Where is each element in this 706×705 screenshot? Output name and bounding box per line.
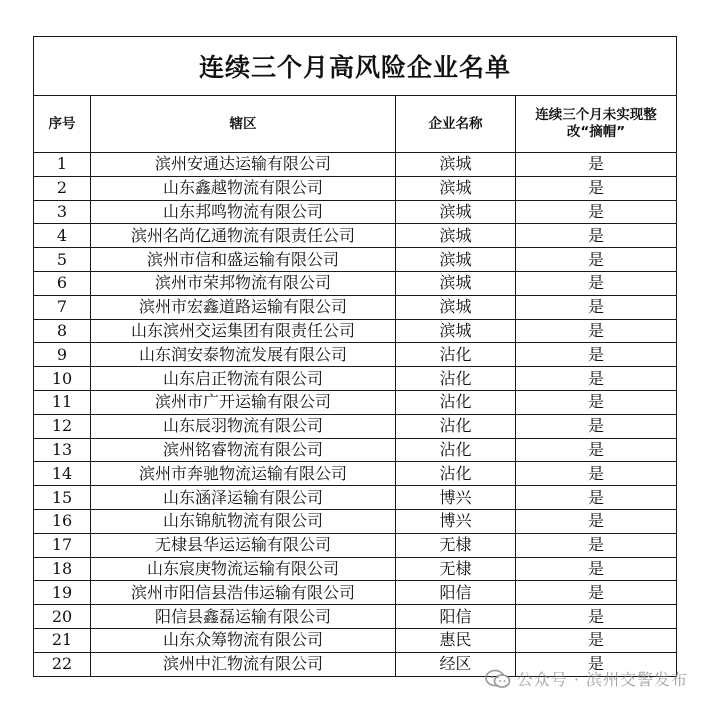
cell-status: 是 — [516, 390, 677, 414]
cell-district: 滨城 — [396, 176, 516, 200]
table-row — [34, 533, 677, 557]
cell-district: 博兴 — [396, 486, 516, 510]
cell-company: 滨州市宏鑫道路运输有限公司 — [91, 295, 396, 319]
cell-index: 14 — [34, 462, 91, 486]
cell-company: 滨州市荣邦物流有限公司 — [91, 271, 396, 295]
cell-company: 山东润安泰物流发展有限公司 — [91, 343, 396, 367]
cell-status: 是 — [516, 319, 677, 343]
cell-index: 15 — [34, 486, 91, 510]
cell-index: 12 — [34, 414, 91, 438]
cell-district: 博兴 — [396, 509, 516, 533]
table-row — [34, 295, 677, 319]
cell-company: 山东宸庚物流运输有限公司 — [91, 557, 396, 581]
cell-index: 6 — [34, 271, 91, 295]
header-company: 企业名称 — [396, 96, 516, 153]
cell-company: 山东众筹物流有限公司 — [91, 628, 396, 652]
header-status: 连续三个月未实现整改“摘帽” — [516, 96, 677, 153]
cell-company: 山东鑫越物流有限公司 — [91, 176, 396, 200]
table-row — [34, 581, 677, 605]
table-row — [34, 367, 677, 391]
cell-index: 9 — [34, 343, 91, 367]
table-row — [34, 628, 677, 652]
table-title: 连续三个月高风险企业名单 — [34, 37, 677, 96]
cell-district: 惠民 — [396, 628, 516, 652]
cell-company: 山东辰羽物流有限公司 — [91, 414, 396, 438]
cell-district: 经区 — [396, 652, 516, 676]
header-index: 序号 — [34, 96, 91, 153]
risk-company-table — [33, 36, 677, 677]
cell-district: 无棣 — [396, 533, 516, 557]
table-row — [34, 248, 677, 272]
cell-company: 山东滨州交运集团有限责任公司 — [91, 319, 396, 343]
table-row — [34, 271, 677, 295]
cell-index: 11 — [34, 390, 91, 414]
cell-index: 8 — [34, 319, 91, 343]
cell-index: 4 — [34, 224, 91, 248]
cell-company: 山东锦航物流有限公司 — [91, 509, 396, 533]
cell-company: 滨州市广开运输有限公司 — [91, 390, 396, 414]
cell-index: 3 — [34, 200, 91, 224]
cell-status: 是 — [516, 153, 677, 177]
cell-company: 滨州铭睿物流有限公司 — [91, 438, 396, 462]
cell-index: 19 — [34, 581, 91, 605]
cell-district: 无棣 — [396, 557, 516, 581]
cell-district: 滨城 — [396, 224, 516, 248]
cell-company: 滨州市阳信县浩伟运输有限公司 — [91, 581, 396, 605]
cell-status: 是 — [516, 557, 677, 581]
cell-company: 滨州安通达运输有限公司 — [91, 153, 396, 177]
cell-status: 是 — [516, 628, 677, 652]
cell-status: 是 — [516, 414, 677, 438]
cell-company: 滨州中汇物流有限公司 — [91, 652, 396, 676]
table-body — [34, 153, 677, 677]
table-row — [34, 462, 677, 486]
cell-company: 滨州名尚亿通物流有限责任公司 — [91, 224, 396, 248]
table-row — [34, 605, 677, 629]
watermark — [485, 667, 688, 690]
table-row — [34, 200, 677, 224]
cell-company: 山东启正物流有限公司 — [91, 367, 396, 391]
cell-company: 山东涵泽运输有限公司 — [91, 486, 396, 510]
cell-index: 13 — [34, 438, 91, 462]
cell-district: 沾化 — [396, 462, 516, 486]
header-district: 辖区 — [91, 96, 396, 153]
cell-district: 滨城 — [396, 295, 516, 319]
cell-index: 10 — [34, 367, 91, 391]
table-row — [34, 319, 677, 343]
cell-status: 是 — [516, 509, 677, 533]
cell-company: 滨州市信和盛运输有限公司 — [91, 248, 396, 272]
cell-index: 18 — [34, 557, 91, 581]
cell-status: 是 — [516, 248, 677, 272]
cell-company: 滨州市奔驰物流运输有限公司 — [91, 462, 396, 486]
cell-status: 是 — [516, 224, 677, 248]
cell-index: 16 — [34, 509, 91, 533]
cell-status: 是 — [516, 486, 677, 510]
cell-district: 阳信 — [396, 581, 516, 605]
cell-district: 滨城 — [396, 319, 516, 343]
cell-status: 是 — [516, 462, 677, 486]
cell-district: 沾化 — [396, 438, 516, 462]
table-row — [34, 414, 677, 438]
cell-index: 2 — [34, 176, 91, 200]
cell-status: 是 — [516, 271, 677, 295]
cell-status: 是 — [516, 438, 677, 462]
cell-status: 是 — [516, 295, 677, 319]
cell-status: 是 — [516, 533, 677, 557]
cell-index: 20 — [34, 605, 91, 629]
table-row — [34, 390, 677, 414]
cell-status: 是 — [516, 367, 677, 391]
cell-district: 沾化 — [396, 343, 516, 367]
cell-company: 山东邦鸣物流有限公司 — [91, 200, 396, 224]
table-row — [34, 224, 677, 248]
watermark-text: 公众号 · 滨州交警发布 — [516, 670, 688, 689]
table-row — [34, 486, 677, 510]
cell-status: 是 — [516, 605, 677, 629]
table-row — [34, 557, 677, 581]
cell-status: 是 — [516, 200, 677, 224]
cell-index: 22 — [34, 652, 91, 676]
cell-index: 5 — [34, 248, 91, 272]
cell-company: 无棣县华运运输有限公司 — [91, 533, 396, 557]
cell-index: 7 — [34, 295, 91, 319]
cell-status: 是 — [516, 652, 677, 676]
wechat-icon — [485, 669, 511, 689]
cell-district: 阳信 — [396, 605, 516, 629]
cell-index: 1 — [34, 153, 91, 177]
table-row — [34, 509, 677, 533]
cell-district: 沾化 — [396, 414, 516, 438]
cell-index: 21 — [34, 628, 91, 652]
cell-district: 滨城 — [396, 248, 516, 272]
table-row — [34, 438, 677, 462]
cell-index: 17 — [34, 533, 91, 557]
cell-district: 滨城 — [396, 200, 516, 224]
table-row — [34, 153, 677, 177]
cell-district: 滨城 — [396, 153, 516, 177]
cell-district: 滨城 — [396, 271, 516, 295]
cell-company: 阳信县鑫磊运输有限公司 — [91, 605, 396, 629]
cell-status: 是 — [516, 343, 677, 367]
table-row — [34, 176, 677, 200]
table-row — [34, 343, 677, 367]
cell-district: 沾化 — [396, 367, 516, 391]
cell-status: 是 — [516, 581, 677, 605]
cell-status: 是 — [516, 176, 677, 200]
cell-district: 沾化 — [396, 390, 516, 414]
